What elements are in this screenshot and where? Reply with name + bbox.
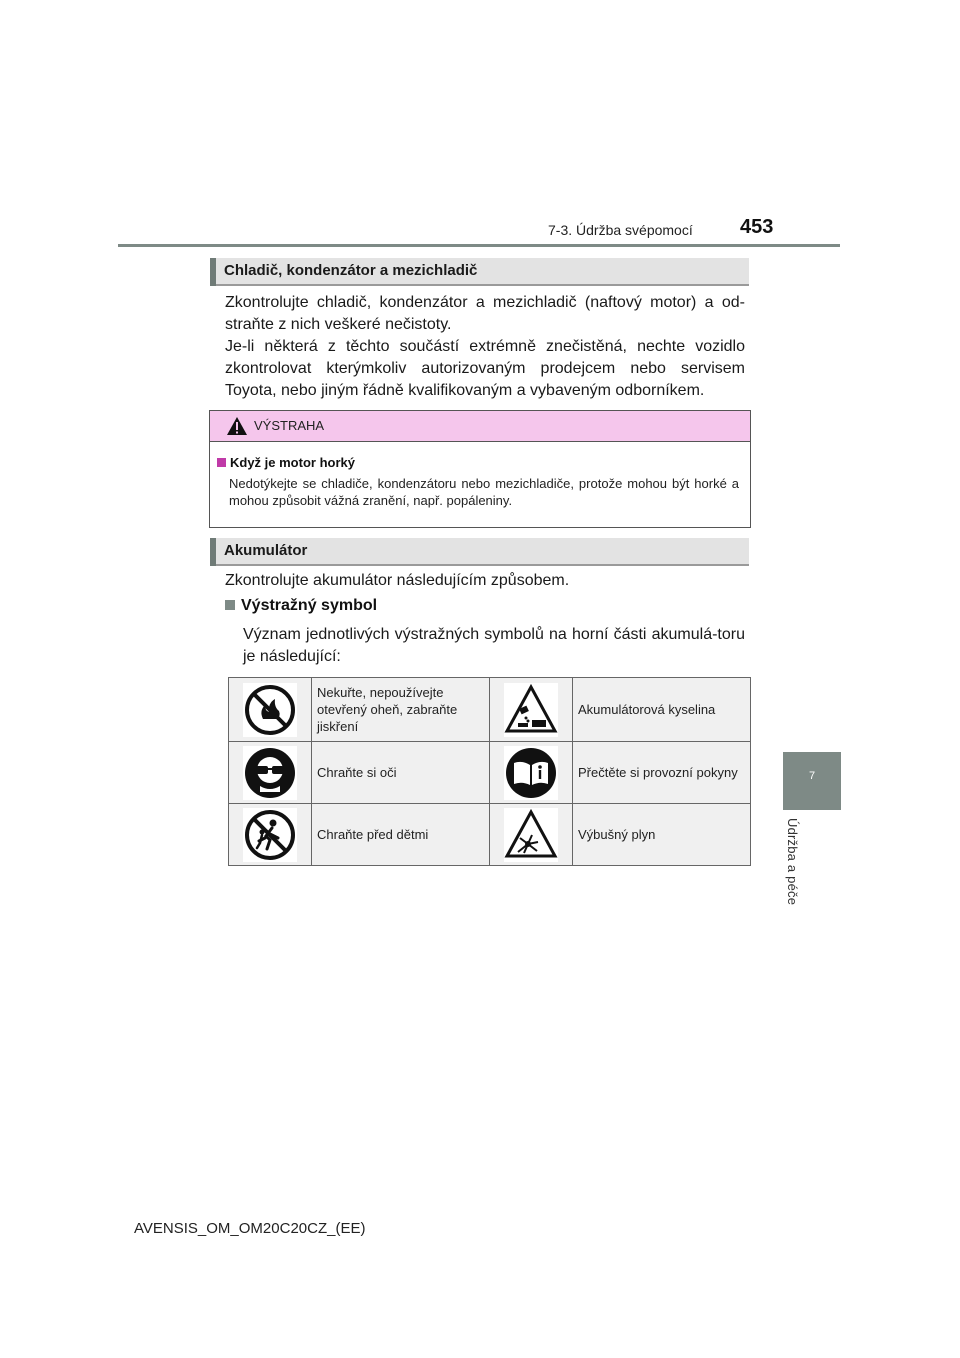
paragraph: Zkontrolujte chladič, kondenzátor a mezichladič (naftový motor) a od-straňte z nich veškeré nečistoty. [225, 294, 745, 333]
warning-text: Nedotýkejte se chladiče, kondenzátoru nebo mezichladiče, protože mohou být horké a mohou způsobit vážná zranění, např. popáleniny. [229, 476, 739, 508]
bullet-square-icon [225, 600, 235, 610]
eye-protection-icon [243, 746, 297, 800]
section-heading-battery [210, 538, 749, 566]
warning-header [210, 411, 750, 442]
table-cell [490, 742, 573, 804]
warning-triangle-icon [226, 416, 248, 436]
bullet-square-icon [217, 458, 226, 467]
chapter-tab [783, 752, 841, 810]
table-row [229, 804, 751, 866]
table-cell: Nekuřte, nepoužívejte otevřený oheň, zabraňte jiskření [312, 678, 490, 742]
table-cell [229, 742, 312, 804]
page-number: 453 [740, 216, 774, 238]
symbols-table [228, 677, 751, 866]
paragraph: Je-li některá z těchto součástí extrémně znečistěná, nechte vozidlo zkontrolovat kterýmkoliv autorizovaným prodejcem nebo servisem Toyota, nebo jiným řádně kvalifikovaným a vybaveným odborníkem. [225, 338, 745, 399]
warning-box [209, 410, 751, 528]
no-fire-icon [243, 683, 297, 737]
table-cell: Výbušný plyn [573, 804, 751, 866]
table-cell [490, 804, 573, 866]
table-cell: Přečtěte si provozní pokyny [573, 742, 751, 804]
chapter-side-label: Údržba a péče [785, 818, 800, 906]
section-heading-text: Akumulátor [224, 542, 308, 559]
footer-document-code: AVENSIS_OM_OM20C20CZ_(EE) [134, 1220, 366, 1237]
subheading [225, 597, 377, 615]
table-cell [229, 678, 312, 742]
paragraph: Význam jednotlivých výstražných symbolů na horní části akumulá-toru je následující: [243, 626, 745, 665]
chapter-number: 7 [808, 770, 816, 782]
warning-item-title [217, 455, 355, 470]
keep-away-children-icon [243, 808, 297, 862]
table-cell [229, 804, 312, 866]
section-heading-radiator [210, 258, 749, 286]
subheading-text: Výstražný symbol [241, 597, 378, 614]
table-cell: Chraňte před dětmi [312, 804, 490, 866]
battery-acid-icon [504, 683, 558, 737]
section-heading-text: Chladič, kondenzátor a mezichladič [224, 262, 478, 279]
header-section-title: 7-3. Údržba svépomocí [548, 222, 693, 238]
table-cell: Akumulátorová kyselina [573, 678, 751, 742]
read-instructions-icon [504, 746, 558, 800]
table-cell: Chraňte si oči [312, 742, 490, 804]
warning-label: VÝSTRAHA [254, 418, 325, 433]
table-cell [490, 678, 573, 742]
warning-item-title-text: Když je motor horký [230, 455, 355, 470]
header-rule [118, 244, 840, 247]
paragraph: Zkontrolujte akumulátor následujícím způsobem. [225, 572, 570, 589]
explosive-gas-icon [504, 808, 558, 862]
table-row [229, 742, 751, 804]
table-row [229, 678, 751, 742]
